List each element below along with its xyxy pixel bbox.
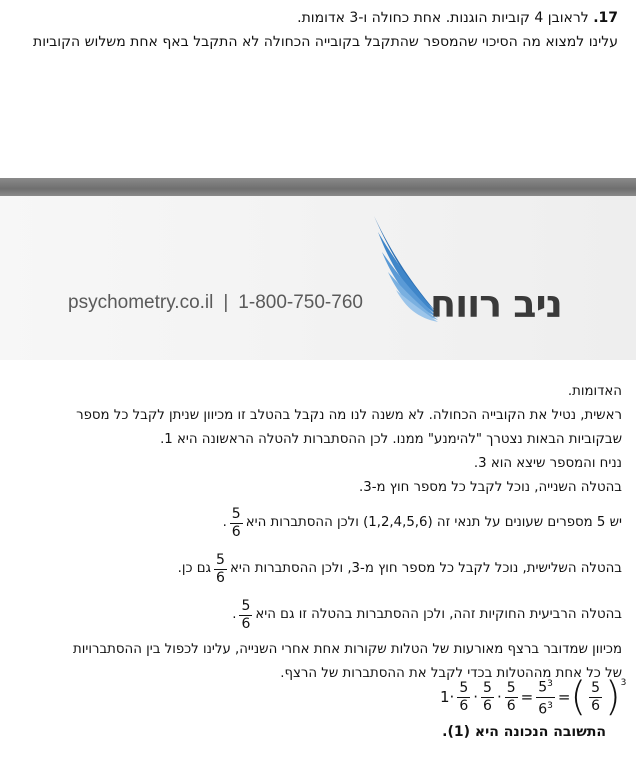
answer-line: התשובה הנכונה היא (1). <box>442 724 606 740</box>
solution-line-2: ראשית, נטיל את הקובייה הכחולה. לא משנה לנו מה נקבל בהטלב זו מכיוון שניתן לקבל כל מספר <box>76 408 622 423</box>
formula-num: 5 <box>538 679 548 696</box>
fraction-denominator: 6 <box>216 569 225 586</box>
solution-line-1: האדומות. <box>567 384 622 399</box>
formula-equals: = <box>557 688 571 707</box>
fraction-numerator: 5 <box>231 505 241 522</box>
formula-power-num <box>536 676 555 698</box>
formula-power-den <box>536 698 555 719</box>
fraction-five-sixths <box>230 506 243 541</box>
fraction-numerator: 5 <box>241 597 251 614</box>
contact-line <box>68 292 363 314</box>
solution-block <box>22 380 622 686</box>
logo-text: ניב רווח <box>430 282 562 326</box>
phone-number: 1-800-750-760 <box>238 292 363 313</box>
fraction-dot: . <box>222 515 227 530</box>
right-paren: ) <box>605 674 621 721</box>
left-paren: ( <box>570 674 587 721</box>
formula-dot: · <box>473 688 479 707</box>
solution-text-6: יש 5 מספרים שעונים על תנאי זה (1,2,4,5,6) ולכן ההסתברות היא <box>245 515 622 530</box>
page-divider <box>0 178 636 196</box>
formula-exponent: 3 <box>547 679 553 689</box>
question-text-1: לראובן 4 קוביות הוגנות. אחת כחולה ו-3 אדומות. <box>297 10 589 26</box>
formula-power-fraction <box>536 676 555 718</box>
formula-den: 6 <box>483 697 492 714</box>
formula-den: 6 <box>538 701 548 718</box>
solution-text-7a: בהטלה השלישית, נוכל לקבל כל מספר חוץ מ-3, ולכן ההסתברות היא <box>229 561 622 576</box>
formula-fraction <box>589 680 602 715</box>
question-line-1 <box>14 6 618 30</box>
solution-line-3: שבקוביות הבאות נצטרך "להימנע" ממנו. לכן ההסתברות להטלה הראשונה היא 1. <box>160 432 622 447</box>
formula-equals: = <box>520 688 534 707</box>
solution-text-7b: גם כן. <box>177 561 212 576</box>
formula-num: 5 <box>591 679 600 696</box>
formula-fraction <box>457 680 470 715</box>
fraction-denominator: 6 <box>241 615 251 632</box>
formula-one: 1 <box>440 688 450 707</box>
site-url[interactable]: psychometry.co.il <box>68 292 214 313</box>
formula-den: 6 <box>459 697 469 714</box>
question-number: 17. <box>593 10 618 26</box>
formula-den: 6 <box>591 697 600 714</box>
formula-dot: · <box>496 688 502 707</box>
probability-formula <box>440 674 627 721</box>
publisher-banner <box>0 196 636 360</box>
fraction-five-sixths <box>239 598 252 633</box>
question-text-2: עלינו למצוא מה הסיכוי שהמספר שהתקבל בקובייה הכחולה לא התקבל באף אחת משלוש הקוביות <box>33 34 618 50</box>
formula-exponent: 3 <box>547 700 553 711</box>
solution-line-7 <box>22 546 622 592</box>
formula-fraction <box>505 680 518 715</box>
fraction-numerator: 5 <box>216 551 225 568</box>
solution-text-8: בהטלה הרביעית החוקיות זהה, ולכן ההסתברות בהטלה זו גם היא <box>255 607 622 622</box>
solution-line-4: נניח והמספר שיצא הוא 3. <box>473 456 622 471</box>
formula-exponent: 3 <box>620 678 627 688</box>
fraction-denominator: 6 <box>231 523 241 540</box>
contact-separator: | <box>223 292 229 313</box>
formula-dot: · <box>449 688 455 707</box>
fraction-five-sixths <box>214 552 227 587</box>
fraction-dot: . <box>232 607 237 622</box>
formula-num: 5 <box>506 679 516 696</box>
solution-line-6 <box>22 500 622 546</box>
formula-num: 5 <box>483 679 492 696</box>
formula-den: 6 <box>506 697 516 714</box>
solution-line-8 <box>22 592 622 638</box>
formula-fraction <box>481 680 494 715</box>
solution-line-9: מכיוון שמדובר ברצף מאורעות של הטלות שקורות אחת אחרי השנייה, עלינו לכפול בין ההסתברויות <box>73 642 622 657</box>
formula-num: 5 <box>459 679 469 696</box>
question-block <box>14 6 618 54</box>
solution-line-10: של כל אחת מההטלות בכדי לקבל את ההסתברות של הרצף. <box>280 666 622 681</box>
solution-line-5: בהטלה השנייה, נוכל לקבל כל מספר חוץ מ-3. <box>359 480 622 495</box>
